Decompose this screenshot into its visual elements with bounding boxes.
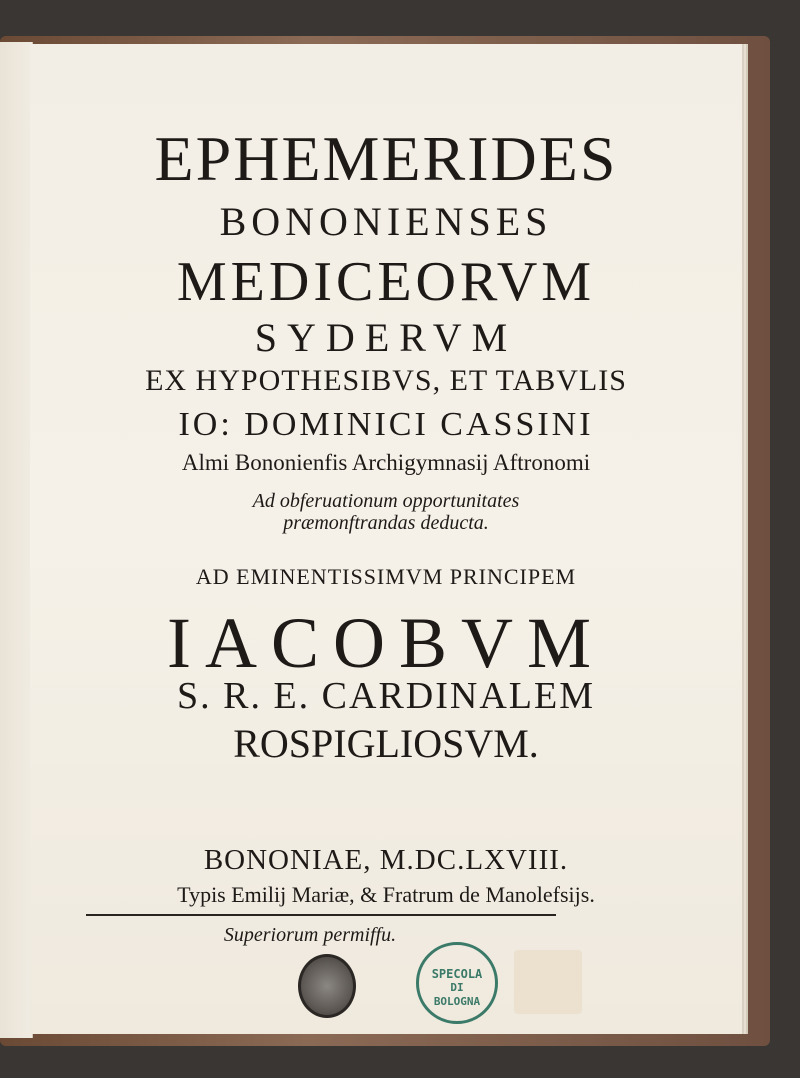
permission-line: Superiorum permiffu. <box>223 924 397 946</box>
italic-subtitle: Ad obferuationum opportunitates præmonftrandas deducta. <box>252 490 520 534</box>
paper-stain <box>514 950 582 1014</box>
divider-rule <box>86 914 556 916</box>
oval-seal-stamp-icon <box>298 954 356 1018</box>
left-page-edge <box>0 42 33 1038</box>
printer-line: Typis Emilij Mariæ, & Fratrum de Manolefsijs. <box>177 882 595 907</box>
library-stamp-icon <box>416 942 498 1024</box>
stamp-text-1: SPECOLA <box>431 967 483 981</box>
dedicatee-surname: ROSPIGLIOSVM. <box>233 721 539 766</box>
dedicatee-name: IACOBVM <box>166 603 606 683</box>
dedication-line: AD EMINENTISSIMVM PRINCIPEM <box>195 564 577 589</box>
imprint-line: BONONIAE, M.DC.LXVIII. <box>203 844 569 876</box>
author-line: IO: DOMINICI CASSINI <box>178 406 594 443</box>
title-page <box>30 44 742 1034</box>
title-line-4: SYDERVM <box>254 315 518 360</box>
title-line-2: BONONIENSES <box>219 199 553 244</box>
stamp-text-2: DI <box>450 981 464 994</box>
subtitle-line-1: EX HYPOTHESIBVS, ET TABVLIS <box>145 364 627 397</box>
dedicatee-title: S. R. E. CARDINALEM <box>176 675 596 717</box>
stamp-text-3: BOLOGNA <box>433 995 481 1008</box>
author-title-line: Almi Bononienfis Archigymnasij Aftronomi <box>181 450 591 475</box>
title-line-1: EPHEMERIDES <box>154 123 618 194</box>
title-line-3: MEDICEORVM <box>176 251 596 313</box>
